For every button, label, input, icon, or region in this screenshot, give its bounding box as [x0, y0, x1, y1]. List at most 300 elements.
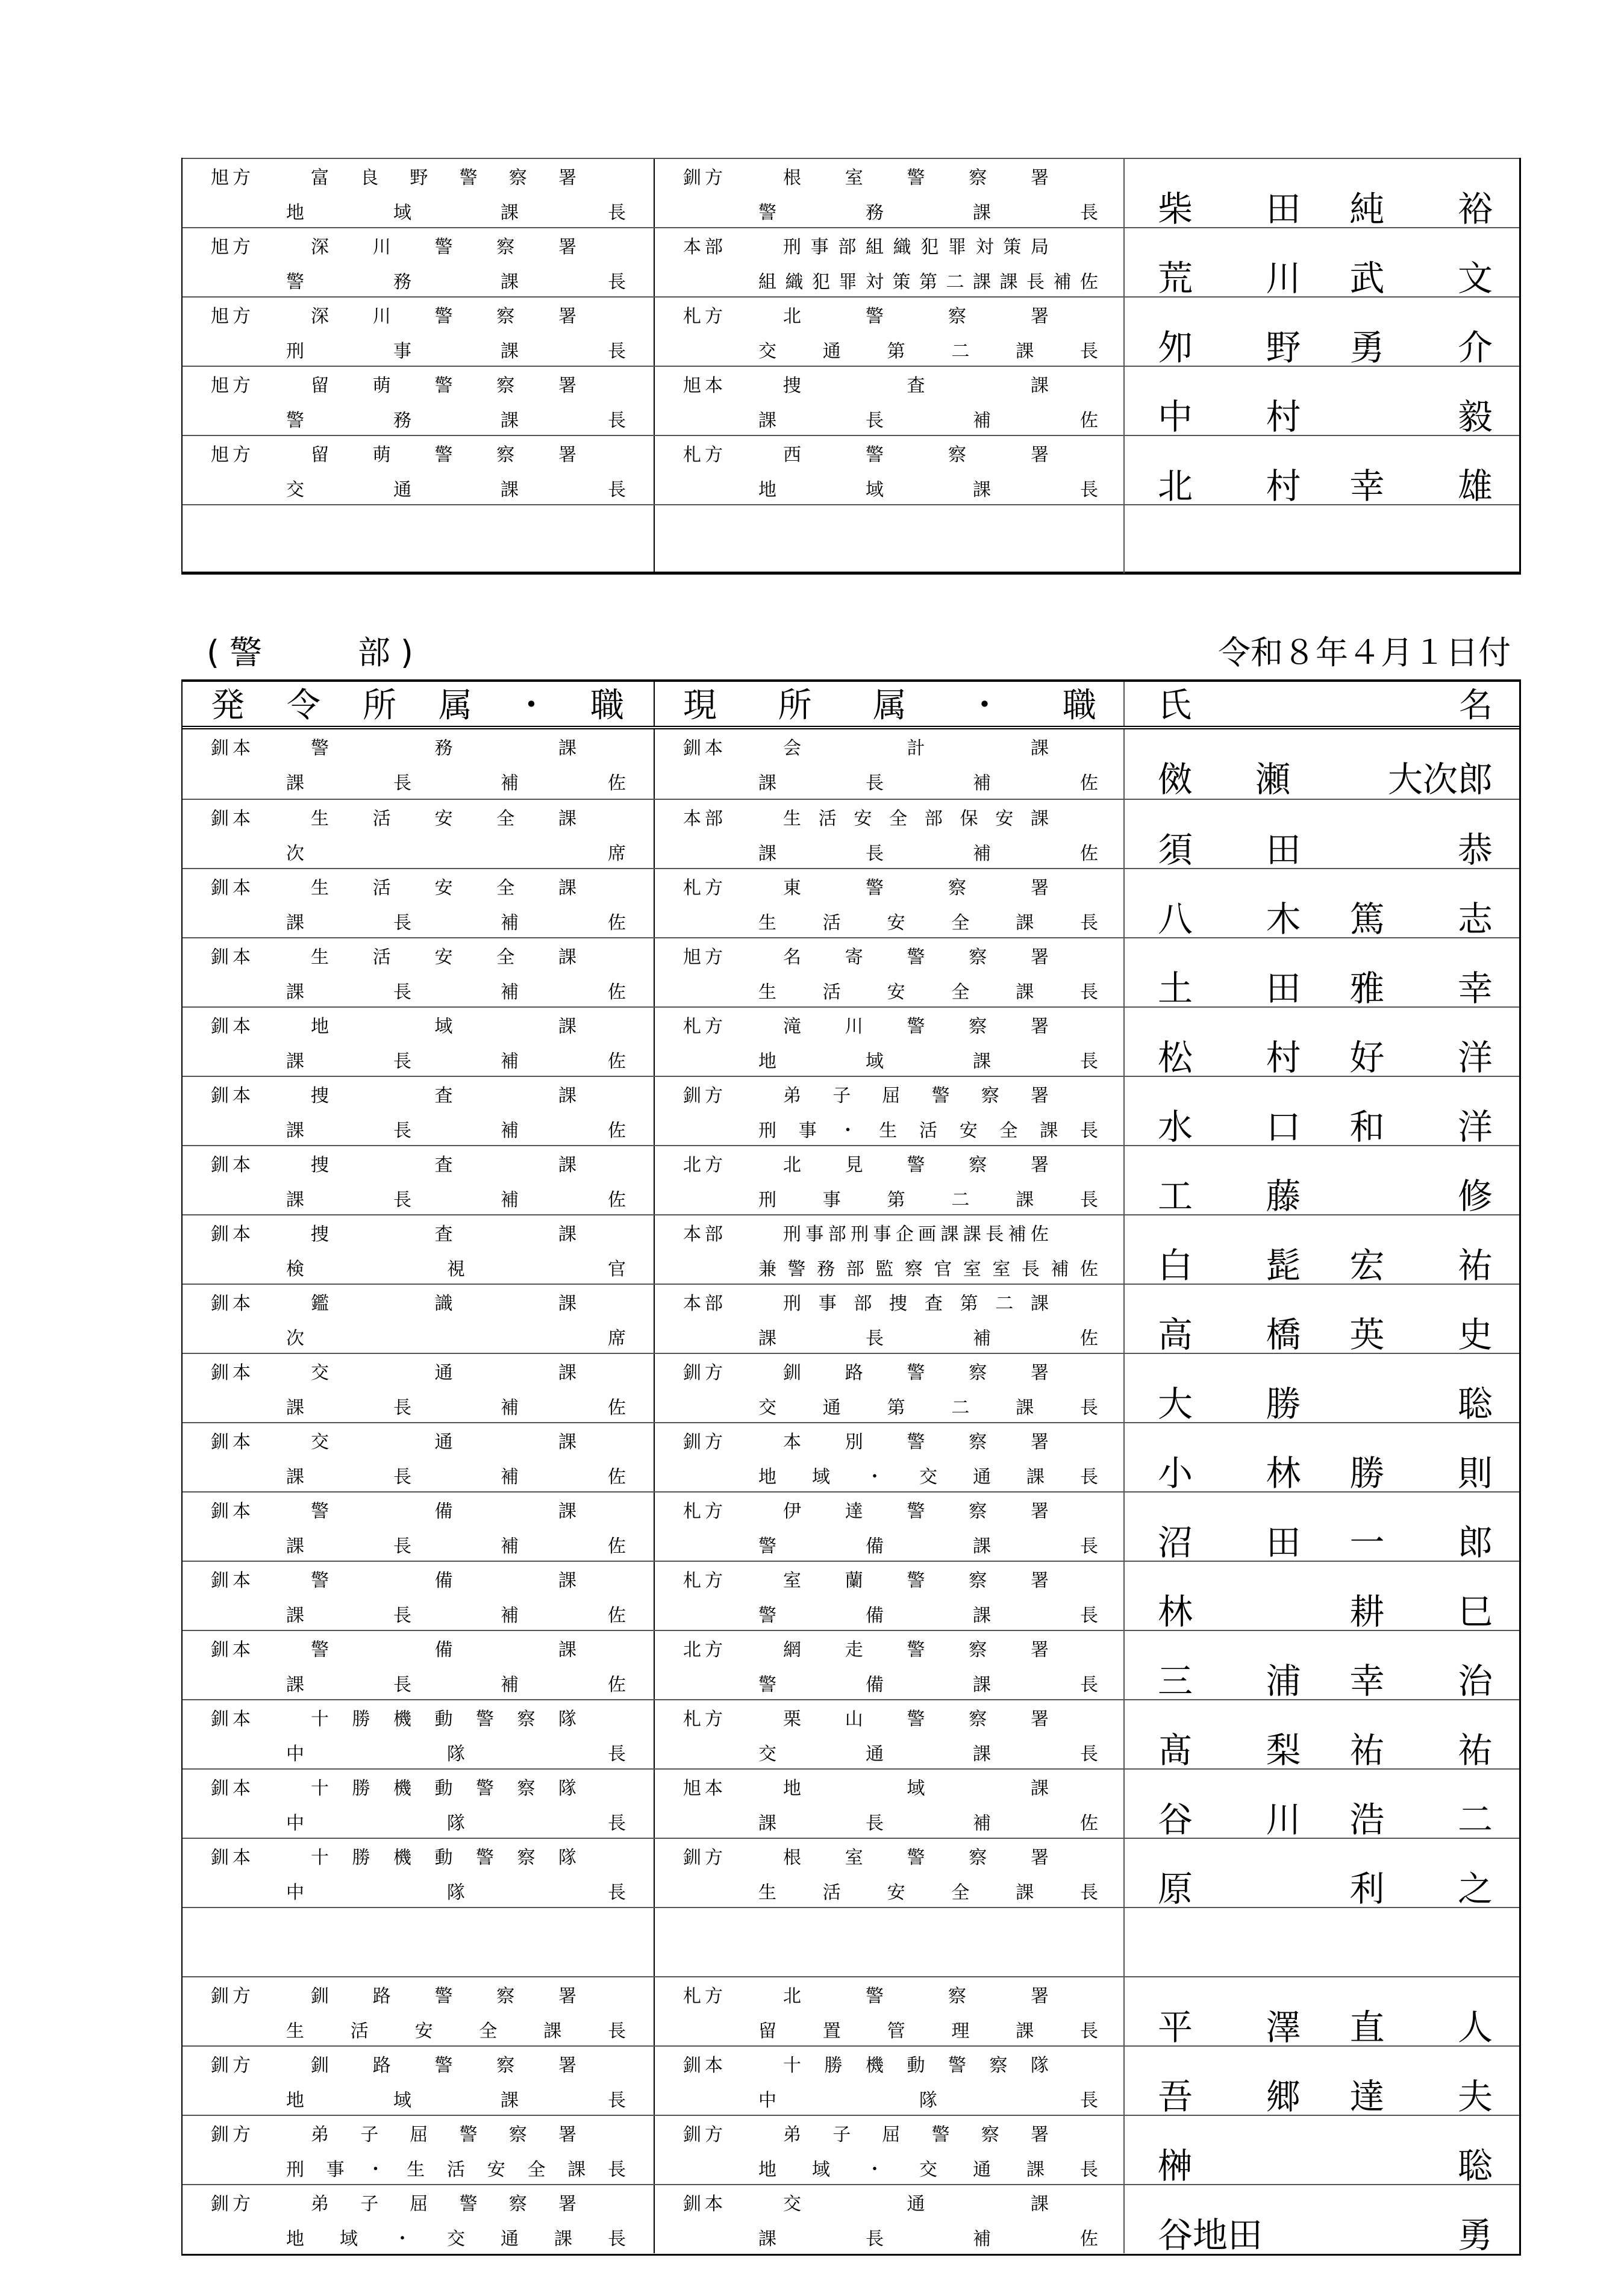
- position-title: 次席: [286, 843, 626, 864]
- office-prefix: 釧本: [211, 1847, 254, 1868]
- name-part: [1325, 2076, 1409, 2118]
- current-post-cell: [654, 1839, 1123, 1907]
- position-title: 中隊長: [758, 2090, 1098, 2111]
- name-part-text: 田: [1266, 1522, 1301, 1563]
- name-part-text: 耕: [1349, 1591, 1385, 1632]
- person-name: [1158, 396, 1493, 438]
- position-title: 地域・交通課長: [758, 1467, 1098, 1488]
- office-prefix: 釧本: [683, 738, 726, 759]
- name-cell: [1123, 1700, 1521, 1771]
- name-part-text: 橋: [1266, 1314, 1301, 1355]
- name-part: [1409, 2145, 1493, 2187]
- position-title: 地域課長: [286, 202, 626, 223]
- name-part: [1241, 1383, 1325, 1425]
- name-part: [1158, 396, 1241, 438]
- name-part: [1158, 1037, 1241, 1079]
- organization-name: 十勝機動警察隊: [311, 1778, 576, 1799]
- name-part: [1158, 1521, 1241, 1564]
- position-title: 交通課長: [758, 1744, 1098, 1765]
- new-post-cell: [183, 1908, 654, 1976]
- name-part: [1158, 898, 1241, 940]
- new-post-cell: [183, 1839, 654, 1907]
- current-post-cell: [654, 1077, 1123, 1145]
- person-name: [1158, 1175, 1493, 1217]
- header-name: 氏 名: [1158, 686, 1493, 725]
- name-part: [1409, 1660, 1493, 1702]
- name-cell: [1123, 298, 1521, 366]
- current-post-cell: [654, 1215, 1123, 1284]
- office-prefix: 旭方: [683, 947, 726, 968]
- name-part: [1241, 1244, 1325, 1287]
- organization-name: 生活安全課: [311, 947, 576, 968]
- position-title: 課長補佐: [286, 1605, 626, 1626]
- name-part: [1325, 1314, 1409, 1356]
- name-cell: [1123, 1839, 1521, 1907]
- name-part: [1409, 465, 1493, 507]
- name-part: [1409, 257, 1493, 299]
- top-personnel-table: [181, 158, 1521, 575]
- office-prefix: 旭方: [211, 445, 254, 466]
- position-title: 刑事第二課長: [758, 1190, 1098, 1211]
- name-cell: [1123, 1770, 1521, 1838]
- header-cell-name: [1123, 682, 1521, 726]
- organization-name: 捜査課: [311, 1085, 576, 1106]
- name-part: [1325, 465, 1409, 507]
- name-part-text: 志: [1457, 899, 1493, 940]
- position-title: 課長補佐: [286, 912, 626, 934]
- name-part-text: 篤: [1349, 899, 1385, 940]
- name-part: [1241, 1037, 1325, 1079]
- new-post-cell: [183, 228, 654, 296]
- name-part-text: 治: [1457, 1661, 1493, 1702]
- position-title: 課長補佐: [758, 410, 1098, 431]
- name-part-text: 達: [1349, 2076, 1385, 2117]
- organization-name: 生活安全部保安課: [783, 808, 1049, 829]
- organization-name: 根室警察署: [783, 167, 1049, 189]
- name-part: [1158, 1383, 1241, 1425]
- organization-name: 刑事部捜査第二課: [783, 1293, 1049, 1314]
- new-post-cell: [183, 1285, 654, 1353]
- name-part: [1241, 898, 1325, 940]
- organization-name: 地域課: [311, 1016, 576, 1037]
- name-part-text: 田: [1266, 189, 1301, 229]
- position-title: 警備課長: [758, 1536, 1098, 1557]
- name-part-text: 巳: [1457, 1591, 1493, 1632]
- name-part: [1325, 257, 1409, 299]
- name-part: [1409, 1106, 1493, 1148]
- name-cell: [1123, 1631, 1521, 1702]
- person-name: [1158, 758, 1493, 800]
- name-part: [1158, 1244, 1241, 1287]
- name-part-text: 雅: [1349, 968, 1385, 1009]
- office-prefix: 釧本: [211, 808, 254, 829]
- name-part: [1241, 967, 1325, 1009]
- position-title: 刑事・生活安全課長: [286, 2159, 626, 2180]
- office-prefix: 釧本: [211, 1224, 254, 1245]
- organization-name: 滝川警察署: [783, 1016, 1049, 1037]
- current-post-cell: [654, 2116, 1123, 2184]
- office-prefix: 旭本: [683, 375, 726, 396]
- table-row: [183, 1006, 1519, 1076]
- organization-name: 栗山警察署: [783, 1709, 1049, 1730]
- name-part-text: 恭: [1457, 829, 1493, 870]
- name-part-text: 梨: [1266, 1730, 1301, 1771]
- name-part: [1325, 1660, 1409, 1702]
- name-cell: [1123, 1354, 1521, 1422]
- organization-name: 弟子屈警察署: [311, 2124, 576, 2145]
- name-part: [1158, 257, 1241, 299]
- name-cell: [1123, 800, 1521, 868]
- table-row: [183, 1076, 1519, 1145]
- new-post-cell: [183, 2185, 654, 2253]
- organization-name: 刑事部刑事企画課課長補佐: [783, 1224, 1049, 1245]
- table-row: [183, 1630, 1519, 1702]
- name-part-text: 平: [1158, 2007, 1193, 2048]
- name-part-text: 藤: [1266, 1176, 1301, 1217]
- name-part-text: 田: [1266, 968, 1301, 1009]
- name-part: [1409, 1868, 1493, 1910]
- name-part: [1158, 1660, 1241, 1702]
- name-part-text: 人: [1457, 2007, 1493, 2048]
- name-cell: [1123, 1285, 1521, 1353]
- name-part: [1241, 2006, 1325, 2048]
- position-title: 課長補佐: [286, 1397, 626, 1418]
- name-part: [1325, 1521, 1409, 1564]
- name-part-text: 夘: [1158, 327, 1193, 368]
- table-row: [183, 1768, 1519, 1838]
- name-part: [1409, 898, 1493, 940]
- new-post-cell: [183, 869, 654, 937]
- name-part-text: 文: [1457, 258, 1493, 299]
- organization-name: 捜査課: [311, 1224, 576, 1245]
- current-post-cell: [654, 800, 1123, 868]
- name-part-text: 髙: [1158, 1730, 1193, 1771]
- name-part-text: 大次郎: [1387, 759, 1493, 800]
- name-part: [1241, 1314, 1325, 1356]
- name-part-text: 水: [1158, 1106, 1193, 1147]
- office-prefix: 釧本: [211, 1016, 254, 1037]
- organization-name: 網走警察署: [783, 1639, 1049, 1661]
- name-part: [1409, 2006, 1493, 2048]
- name-part: [1325, 396, 1409, 438]
- office-prefix: 札方: [683, 306, 726, 327]
- name-part-text: 林: [1266, 1453, 1301, 1494]
- organization-name: 鑑識課: [311, 1293, 576, 1314]
- office-prefix: 釧方: [211, 2055, 254, 2076]
- name-part-text: 裕: [1457, 189, 1493, 229]
- office-prefix: 釧方: [683, 1432, 726, 1453]
- name-cell: [1123, 367, 1521, 435]
- position-title: 課長補佐: [758, 843, 1098, 864]
- name-part-text: 須: [1158, 829, 1193, 870]
- name-part: [1234, 758, 1311, 800]
- new-post-cell: [183, 1700, 654, 1768]
- name-part-text: 髭: [1266, 1245, 1301, 1286]
- name-part-text: 毅: [1457, 396, 1493, 437]
- name-part-text: 谷: [1158, 1799, 1193, 1840]
- name-part-text: 村: [1266, 466, 1301, 507]
- new-post-cell: [183, 1977, 654, 2045]
- table-row: [183, 2184, 1519, 2256]
- office-prefix: 札方: [683, 1570, 726, 1591]
- current-post-cell: [654, 1146, 1123, 1214]
- table-row: [183, 1699, 1519, 1771]
- name-cell: [1123, 1008, 1521, 1076]
- main-personnel-table: [181, 679, 1521, 2256]
- name-part: [1409, 1244, 1493, 1287]
- organization-name: 警務課: [311, 738, 576, 759]
- name-part: [1241, 1868, 1325, 1910]
- organization-name: 弟子屈警察署: [783, 1085, 1049, 1106]
- name-part-text: 吾: [1158, 2076, 1193, 2117]
- name-part: [1416, 2214, 1493, 2256]
- name-part: [1158, 326, 1241, 369]
- organization-name: 北見警察署: [783, 1155, 1049, 1176]
- new-post-cell: [183, 1354, 654, 1422]
- office-prefix: 旭本: [683, 1778, 726, 1799]
- organization-name: 弟子屈警察署: [783, 2124, 1049, 2145]
- name-part: [1158, 1106, 1241, 1148]
- name-part-text: 中: [1158, 396, 1193, 437]
- name-part-text: 白: [1158, 1245, 1193, 1286]
- person-name: [1158, 465, 1493, 507]
- name-part-text: 三: [1158, 1661, 1193, 1702]
- name-part: [1325, 1383, 1409, 1425]
- current-post-cell: [654, 1423, 1123, 1491]
- name-part-text: 則: [1457, 1453, 1493, 1494]
- name-part: [1241, 465, 1325, 507]
- new-post-cell: [183, 2047, 654, 2115]
- organization-name: 釧路警察署: [311, 2055, 576, 2076]
- table-row: [183, 1838, 1519, 1907]
- name-part-text: 工: [1158, 1176, 1193, 1217]
- name-part-text: 瀬: [1255, 759, 1290, 800]
- position-title: 刑事・生活安全課長: [758, 1120, 1098, 1141]
- new-post-cell: [183, 159, 654, 227]
- office-prefix: 釧本: [211, 1639, 254, 1661]
- position-title: 課長補佐: [286, 982, 626, 1003]
- organization-name: 弟子屈警察署: [311, 2194, 576, 2215]
- organization-name: 捜査課: [783, 375, 1049, 396]
- name-part: [1158, 2076, 1241, 2118]
- organization-name: 釧路警察署: [783, 1362, 1049, 1384]
- table-row: [183, 366, 1519, 435]
- organization-name: 警備課: [311, 1570, 576, 1591]
- current-post-cell: [654, 1493, 1123, 1561]
- name-part: [1325, 1175, 1409, 1217]
- name-part-text: 郎: [1457, 1522, 1493, 1563]
- current-post-cell: [654, 1977, 1123, 2045]
- name-part-text: 大: [1158, 1384, 1193, 1424]
- person-name: [1158, 1106, 1493, 1148]
- name-part-text: 高: [1158, 1314, 1193, 1355]
- position-title: 課長補佐: [758, 1813, 1098, 1834]
- office-prefix: 釧方: [683, 1847, 726, 1868]
- name-part: [1325, 1798, 1409, 1841]
- office-prefix: 釧本: [211, 1362, 254, 1384]
- name-part-text: 之: [1457, 1868, 1493, 1909]
- name-part-text: 北: [1158, 466, 1193, 507]
- name-part: [1263, 2214, 1339, 2256]
- table-row: [183, 1561, 1519, 1630]
- new-post-cell: [183, 1493, 654, 1561]
- table-row: [183, 2115, 1519, 2184]
- name-part-text: 祐: [1349, 1730, 1385, 1771]
- name-part: [1409, 967, 1493, 1009]
- name-part: [1241, 1106, 1325, 1148]
- organization-name: 根室警察署: [783, 1847, 1049, 1868]
- position-title: 検視官: [286, 1259, 626, 1280]
- name-part: [1158, 188, 1241, 230]
- office-prefix: 札方: [683, 1709, 726, 1730]
- new-post-cell: [183, 298, 654, 366]
- effective-date: 令和８年４月１日付: [1218, 634, 1511, 672]
- position-title: 警務課長: [758, 202, 1098, 223]
- name-cell: [1123, 2116, 1521, 2184]
- name-part: [1158, 967, 1241, 1009]
- position-title: 交通課長: [286, 479, 626, 501]
- name-part: [1158, 2145, 1241, 2187]
- current-post-cell: [654, 228, 1123, 296]
- header-new-post: 発令所属・職: [211, 686, 624, 725]
- name-part-text: 荒: [1158, 258, 1193, 299]
- name-cell: [1123, 1977, 1521, 2048]
- position-title: 警務課長: [286, 272, 626, 293]
- name-part: [1325, 326, 1409, 369]
- name-part: [1158, 1591, 1241, 1633]
- current-post-cell: [654, 298, 1123, 366]
- name-part: [1409, 188, 1493, 230]
- position-title: 次席: [286, 1328, 626, 1349]
- position-title: 地域課長: [286, 2090, 626, 2111]
- current-post-cell: [654, 2047, 1123, 2115]
- person-name: [1158, 967, 1493, 1009]
- office-prefix: 釧方: [683, 1085, 726, 1106]
- name-part-text: 柴: [1158, 189, 1193, 229]
- organization-name: 深川警察署: [311, 237, 576, 258]
- table-row-empty: [183, 504, 1519, 573]
- person-name: [1158, 829, 1493, 871]
- table-row: [183, 435, 1519, 507]
- name-part: [1339, 2214, 1416, 2256]
- name-part: [1325, 967, 1409, 1009]
- name-part-text: 幸: [1457, 968, 1493, 1009]
- table-row: [183, 1976, 1519, 2048]
- position-title: 課長補佐: [286, 1051, 626, 1072]
- organization-name: 室蘭警察署: [783, 1570, 1049, 1591]
- person-name: [1158, 1660, 1493, 1702]
- name-part-text: 聡: [1457, 2145, 1493, 2186]
- current-post-cell: [654, 1700, 1123, 1768]
- current-post-cell: [654, 1770, 1123, 1838]
- table-row: [183, 1284, 1519, 1353]
- name-cell: [1123, 1146, 1521, 1217]
- current-post-cell: [654, 869, 1123, 937]
- header-cell-new-post: [183, 682, 654, 726]
- header-cell-current-post: [654, 682, 1123, 726]
- person-name: [1158, 1244, 1493, 1287]
- person-name: [1158, 2145, 1493, 2187]
- organization-name: 留萌警察署: [311, 375, 576, 396]
- organization-name: 北警察署: [783, 306, 1049, 327]
- organization-name: 名寄警察署: [783, 947, 1049, 968]
- name-part-text: 宏: [1349, 1245, 1385, 1286]
- position-title: 生活安全課長: [758, 912, 1098, 934]
- table-row: [183, 937, 1519, 1009]
- organization-name: 警備課: [311, 1501, 576, 1522]
- name-cell: [1123, 228, 1521, 299]
- position-title: 警務課長: [286, 410, 626, 431]
- table-row: [183, 296, 1519, 366]
- name-part-text: 夫: [1457, 2076, 1493, 2117]
- office-prefix: 釧本: [683, 2055, 726, 2076]
- organization-name: 十勝機動警察隊: [783, 2055, 1049, 2076]
- office-prefix: 釧本: [683, 2194, 726, 2215]
- office-prefix: 札方: [683, 1986, 726, 2007]
- organization-name: 釧路警察署: [311, 1986, 576, 2007]
- person-name: [1158, 1521, 1493, 1564]
- position-title: 生活安全課長: [758, 982, 1098, 1003]
- new-post-cell: [183, 436, 654, 504]
- name-part: [1158, 1452, 1241, 1494]
- name-part: [1409, 1591, 1493, 1633]
- rank-label: (警 部): [207, 634, 413, 672]
- organization-name: 交通課: [311, 1362, 576, 1384]
- office-prefix: 札方: [683, 1501, 726, 1522]
- position-title: 課長補佐: [286, 1536, 626, 1557]
- name-part-text: 郷: [1266, 2076, 1301, 2117]
- name-part: [1158, 829, 1241, 871]
- office-prefix: 札方: [683, 445, 726, 466]
- name-part-text: 沼: [1158, 1522, 1193, 1563]
- person-name: [1158, 1314, 1493, 1356]
- name-part: [1311, 758, 1388, 800]
- name-part: [1241, 1175, 1325, 1217]
- name-cell: [1123, 869, 1521, 940]
- office-prefix: 北方: [683, 1155, 726, 1176]
- name-part-text: 洋: [1457, 1106, 1493, 1147]
- name-part: [1241, 1521, 1325, 1564]
- name-part: [1325, 1452, 1409, 1494]
- position-title: 課長補佐: [286, 773, 626, 794]
- current-post-cell: [654, 1008, 1123, 1076]
- current-post-cell: [654, 1354, 1123, 1422]
- name-part-text: 川: [1266, 1799, 1301, 1840]
- office-prefix: 釧本: [211, 878, 254, 899]
- name-part: [1241, 188, 1325, 230]
- name-part-text: 修: [1457, 1176, 1493, 1217]
- name-part-text: 一: [1349, 1522, 1385, 1563]
- name-cell: [1123, 1493, 1521, 1561]
- name-part-text: 好: [1349, 1037, 1385, 1078]
- name-part-text: 土: [1158, 968, 1193, 1009]
- person-name: [1158, 1037, 1493, 1079]
- office-prefix: 釧方: [683, 1362, 726, 1384]
- name-part: [1241, 1452, 1325, 1494]
- new-post-cell: [183, 505, 654, 573]
- name-part-text: 田: [1266, 829, 1301, 870]
- name-part: [1325, 1868, 1409, 1910]
- name-part-text: 原: [1158, 1868, 1193, 1909]
- position-title: 留置管理課長: [758, 2021, 1098, 2042]
- name-part-text: 英: [1349, 1314, 1385, 1355]
- office-prefix: 本部: [683, 1293, 726, 1314]
- name-part: [1409, 396, 1493, 438]
- name-part-text: 雄: [1457, 466, 1493, 507]
- person-name: [1158, 1729, 1493, 1771]
- new-post-cell: [183, 1008, 654, 1076]
- name-part: [1325, 1244, 1409, 1287]
